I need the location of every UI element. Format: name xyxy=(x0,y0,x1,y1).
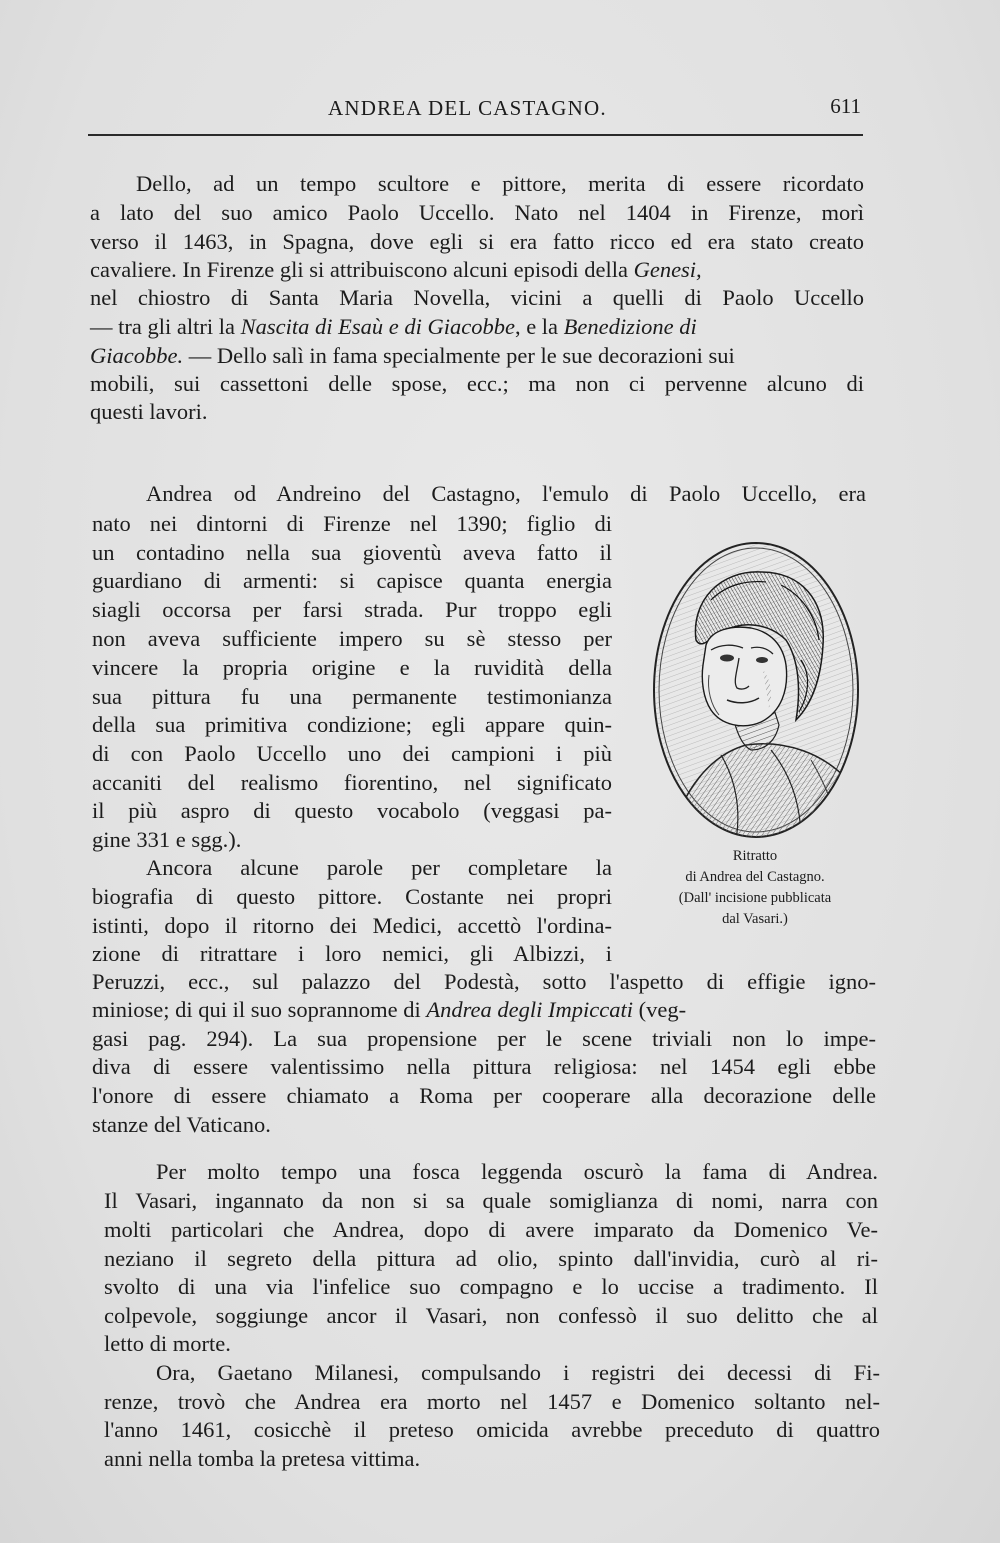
text-line: Il Vasari, ingannato da non si sa quale somiglianza di nomi, narra con xyxy=(104,1188,878,1213)
text-line: Per molto tempo una fosca leggenda oscurò la fama di Andrea. xyxy=(156,1159,878,1184)
text-line: Andrea od Andreino del Castagno, l'emulo di Paolo Uccello, era xyxy=(146,481,866,506)
header-rule xyxy=(88,134,863,136)
italic-nickname: Andrea degli Impiccati xyxy=(426,997,633,1022)
text-line: un contadino nella sua gioventù aveva fatto il xyxy=(92,540,612,565)
text-line: miniose; di qui il suo soprannome di Andrea degli Impiccati (veg- xyxy=(92,997,687,1022)
text-line: zione di ritrattare i loro nemici, gli Albizzi, i xyxy=(92,941,612,966)
italic-title-benedizione: Benedizione di xyxy=(563,314,697,339)
text-line: mobili, sui cassettoni delle spose, ecc.; ma non ci pervenne alcuno di xyxy=(90,371,864,396)
italic-title-giacobbe: Giacobbe. xyxy=(90,343,184,368)
text-line: colpevole, soggiunge ancor il Vasari, non confessò il suo delitto che al xyxy=(104,1303,878,1328)
italic-title-genesi: Genesi, xyxy=(633,257,702,282)
text-line: l'anno 1461, cosicchè il preteso omicida avrebbe preceduto di quattro xyxy=(104,1417,880,1442)
text-line: di con Paolo Uccello uno dei campioni i più xyxy=(92,741,612,766)
text-line: cavaliere. In Firenze gli si attribuiscono alcuni episodi della Genesi, xyxy=(90,257,702,282)
text-line: a lato del suo amico Paolo Uccello. Nato nel 1404 in Firenze, morì xyxy=(90,200,864,225)
text-line: svolto di una via l'infelice suo compagno e lo uccise a tradimento. Il xyxy=(104,1274,878,1299)
text-line: — tra gli altri la Nascita di Esaù e di Giacobbe, e la Benedizione di xyxy=(90,314,697,339)
text-line: gasi pag. 294). La sua propensione per le scene triviali non lo impe- xyxy=(92,1026,876,1051)
text-line: biografia di questo pittore. Costante nei propri xyxy=(92,884,612,909)
text-line: molti particolari che Andrea, dopo di avere imparato da Domenico Ve- xyxy=(104,1217,878,1242)
text-line: siagli occorsa per farsi strada. Pur troppo egli xyxy=(92,597,612,622)
text-line: verso il 1463, in Spagna, dove egli si era fatto ricco ed era stato creato xyxy=(90,229,864,254)
text-line: nel chiostro di Santa Maria Novella, vicini a quelli di Paolo Uccello xyxy=(90,285,864,310)
text-line: Ancora alcune parole per completare la xyxy=(146,855,612,880)
text-line: neziano il segreto della pittura ad olio, spinto dall'invidia, curò al ri- xyxy=(104,1246,878,1271)
text-line: l'onore di essere chiamato a Roma per cooperare alla decorazione delle xyxy=(92,1083,876,1108)
text-line: guardiano di armenti: si capisce quanta energia xyxy=(92,568,612,593)
text-line: non aveva sufficiente impero su sè stesso per xyxy=(92,626,612,651)
text-line: nato nei dintorni di Firenze nel 1390; figlio di xyxy=(92,511,612,536)
text-line: Dello, ad un tempo scultore e pittore, merita di essere ricordato xyxy=(136,171,864,196)
caption-line: di Andrea del Castagno. xyxy=(685,869,825,885)
text-line: Giacobbe. — Dello salì in fama specialmente per le sue decorazioni sui xyxy=(90,343,735,368)
text-line: sua pittura fu una permanente testimonianza xyxy=(92,684,612,709)
text-line: diva di essere valentissimo nella pittura religiosa: nel 1454 egli ebbe xyxy=(92,1054,876,1079)
text-line: accaniti del realismo fiorentino, nel significato xyxy=(92,770,612,795)
text-line: renze, trovò che Andrea era morto nel 1457 e Domenico soltanto nel- xyxy=(104,1389,880,1414)
text-line: istinti, dopo il ritorno dei Medici, accettò l'ordina- xyxy=(92,913,612,938)
text-line: della sua primitiva condizione; egli appare quin- xyxy=(92,712,612,737)
page-number: 611 xyxy=(830,94,861,118)
caption-line: (Dall' incisione pubblicata xyxy=(678,890,832,906)
figure-caption xyxy=(630,846,880,930)
text-line: Ora, Gaetano Milanesi, compulsando i registri dei decessi di Fi- xyxy=(156,1360,880,1385)
portrait-engraving xyxy=(651,540,861,840)
text-line: stanze del Vaticano. xyxy=(92,1112,271,1137)
italic-title-nascita: Nascita di Esaù e di Giacobbe xyxy=(240,314,515,339)
caption-line: dal Vasari.) xyxy=(722,911,788,927)
text-line: letto di morte. xyxy=(104,1331,231,1356)
running-title: ANDREA DEL CASTAGNO. xyxy=(328,96,607,120)
text-line: gine 331 e sgg.). xyxy=(92,827,242,852)
text-line: questi lavori. xyxy=(90,399,208,424)
page-header xyxy=(88,92,863,132)
text-line: anni nella tomba la pretesa vittima. xyxy=(104,1446,421,1471)
text-line: il più aspro di questo vocabolo (veggasi pa- xyxy=(92,798,612,823)
caption-line: Ritratto xyxy=(732,848,778,864)
text-line: Peruzzi, ecc., sul palazzo del Podestà, sotto l'aspetto di effigie igno- xyxy=(92,969,876,994)
text-line: vincere la propria origine e la ruvidità della xyxy=(92,655,612,680)
